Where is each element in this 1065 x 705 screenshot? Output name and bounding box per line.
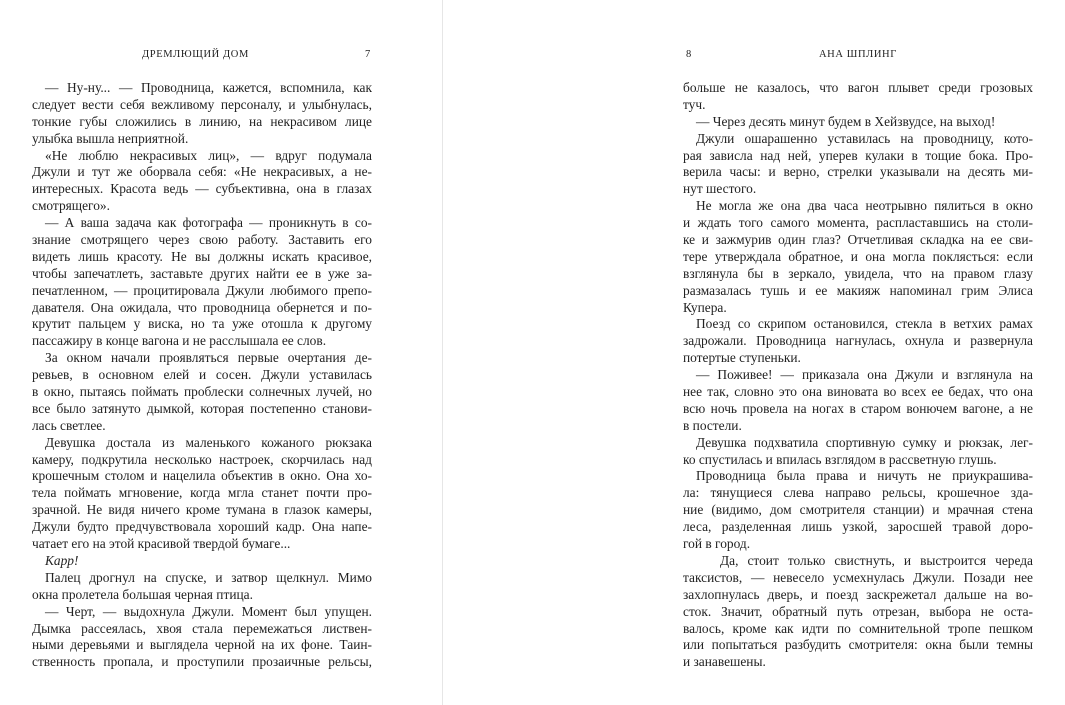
right-running-header — [683, 47, 1033, 63]
text-line: ние (видимо, дом смотрителя станции) и мрачная стена — [683, 502, 1033, 518]
text-line: Палец дрогнул на спуске, и затвор щелкнул. Мимо — [45, 569, 372, 585]
text-line: крутит пальцем у виска, но та уже отошла к другому — [32, 316, 372, 332]
text-line: улыбка вышла неприятной. — [32, 130, 189, 146]
text-line: чтобы запечатлеть, заставьте других найти ее в уже за- — [32, 265, 372, 281]
text-line: все было затянуто дымкой, которая постепенно станови- — [32, 400, 372, 416]
text-line: верила часы: и верно, стрелки указывали на десять ми- — [683, 164, 1033, 180]
text-line: следует вести себя вежливому персоналу, и улыбнулась, — [32, 96, 372, 112]
text-line: ла: тянущиеся слева направо рельсы, крошечное зда- — [683, 485, 1033, 501]
text-line: в окно, пытаясь поймать проблески солнечных лучей, но — [32, 384, 372, 400]
right-header-title: АНА ШПЛИНГ — [819, 49, 897, 60]
text-line: ко спустилась и впилась взглядом в рассветную глушь. — [683, 451, 997, 467]
text-line: нее так, словно это она виновата во всех ее бедах, что она — [683, 384, 1033, 400]
left-page-number: 7 — [365, 49, 371, 60]
text-line: туч. — [683, 96, 706, 112]
text-line: Карр! — [45, 552, 79, 568]
text-line: и ждать того самого момента, распластавшись на столи- — [683, 215, 1033, 231]
text-line: тонкие губы сложились в линию, на некрасивом лице — [32, 113, 372, 129]
text-line: Девушка подхватила спортивную сумку и рюкзак, лег- — [696, 434, 1033, 450]
text-line: зрачной. Не видя ничего кроме тумана в глазок камеры, — [32, 502, 372, 518]
text-line: захлопнулась дверь, и поезд заскрежетал дальше на во- — [683, 586, 1033, 602]
text-line: — Ну-ну... — Проводница, кажется, вспомнила, как — [45, 80, 372, 95]
text-line: За окном начали проявляться первые очертания де- — [45, 350, 372, 366]
right-page-text — [683, 80, 1033, 671]
text-line: ревьев, в основном елей и сосен. Джули уставилась — [32, 367, 372, 383]
text-line: камеру, подкрутила несколько настроек, скорчилась над — [32, 451, 372, 467]
text-line: — А ваша задача как фотографа — проникнуть в со- — [45, 215, 372, 231]
text-line: окна пролетела большая черная птица. — [32, 586, 253, 602]
text-line: крошечным столом и нацелила объектив в окно. Она хо- — [32, 468, 372, 484]
text-line: Джули будто предчувствовала хороший кадр. Она напе- — [32, 519, 372, 535]
text-line: Девушка достала из маленького кожаного рюкзака — [45, 434, 372, 450]
text-line: интересных. Красота ведь — субъективна, она в глазах — [32, 181, 372, 197]
text-line: Поезд со скрипом остановился, стекла в ветхих рамах — [696, 316, 1033, 332]
text-line: валось, кроме как идти по сомнительной тропе пешком — [683, 620, 1033, 636]
text-line: ными деревьями и выглядела черной на их фоне. Таин- — [32, 637, 372, 653]
text-line: ственность пропала, и проступили прозаичные рельсы, — [32, 654, 372, 670]
text-line: Дымка рассеялась, хвоя стала перемежаться листвен- — [32, 620, 372, 636]
text-line: давателя. Она ожидала, что проводница обернется и по- — [32, 299, 372, 315]
text-line: Купера. — [683, 299, 727, 315]
text-line: потертые ступеньки. — [683, 350, 801, 366]
left-page — [32, 0, 372, 705]
text-line: Не могла же она два часа неотрывно пялиться в окно — [696, 198, 1033, 214]
text-line: таксистов, — невесело усмехнулась Джули. Позади нее — [683, 569, 1033, 585]
text-line: — Через десять минут будем в Хейзвудсе, на выход! — [696, 113, 996, 129]
text-line: сток. Значит, обратный путь отрезан, выбора не оста- — [683, 603, 1033, 619]
text-line: чатает его на этой красивой твердой бумаге... — [32, 536, 291, 552]
text-line: размазалась тушь и ее макияж напоминал грим Элиса — [683, 282, 1033, 298]
text-line: тела поймать мгновение, когда мгла станет почти про- — [32, 485, 372, 501]
right-page — [683, 0, 1033, 705]
text-line: ке и зажмурив один глаз? Отчетливая складка на ее сви- — [683, 232, 1033, 248]
text-line: рая зависла над ней, уперев кулаки в тощие бока. Про- — [683, 147, 1033, 163]
text-line: лась светлее. — [32, 417, 106, 433]
text-line: тере утверждала обратное, и она могла поклясться: если — [683, 248, 1033, 264]
text-line: знание смотрящего через свою работу. Заставить его — [32, 232, 372, 248]
left-running-header — [32, 47, 372, 63]
text-line: — Черт, — выдохнула Джули. Момент был упущен. — [45, 603, 372, 619]
text-line: Джули ошарашенно уставилась на проводницу, кото- — [696, 130, 1033, 146]
text-line: Джули и тут же оборвала себя: «Не некрасивых, а не- — [32, 164, 372, 180]
text-line: смотрящего». — [32, 198, 110, 214]
text-line: или попытаться разбудить смотрителя: окна были темны — [683, 637, 1033, 653]
text-line: гой в город. — [683, 536, 751, 552]
left-page-text — [32, 80, 372, 671]
text-line: видеть лишь красоту. Не вы должны искать красивое, — [32, 248, 372, 264]
text-line: — Поживее! — приказала она Джули и взглянула на — [696, 367, 1033, 383]
text-line: «Не люблю некрасивых лиц», — вдруг подумала — [45, 147, 372, 163]
text-line: пассажиру в конце вагона и не расслышала ее слов. — [32, 333, 327, 349]
left-header-title: ДРЕМЛЮЩИЙ ДОМ — [142, 49, 249, 60]
text-line: печатленном, — процитировала Джули любимого препо- — [32, 282, 372, 298]
text-line: задрожали. Проводница нагнулась, охнула и развернула — [683, 333, 1033, 349]
right-page-number: 8 — [686, 49, 692, 60]
text-line: леса, разделенная лишь узкой, заросшей травой доро- — [683, 519, 1033, 535]
text-line: и занавешены. — [683, 654, 766, 670]
text-line: больше не казалось, что вагон плывет среди грозовых — [683, 80, 1033, 95]
book-gutter — [442, 0, 443, 705]
text-line: взглянула бы в зеркало, увидела, что на правом глазу — [683, 265, 1033, 281]
text-line: в постели. — [683, 417, 742, 433]
text-line: Да, стоит только свистнуть, и выстроится череда — [720, 552, 1033, 568]
text-line: Проводница была права и ничуть не приукрашива- — [696, 468, 1033, 484]
text-line: нут шестого. — [683, 181, 757, 197]
text-line: всю ночь провела на ногах в старом вонючем вагоне, а не — [683, 400, 1033, 416]
